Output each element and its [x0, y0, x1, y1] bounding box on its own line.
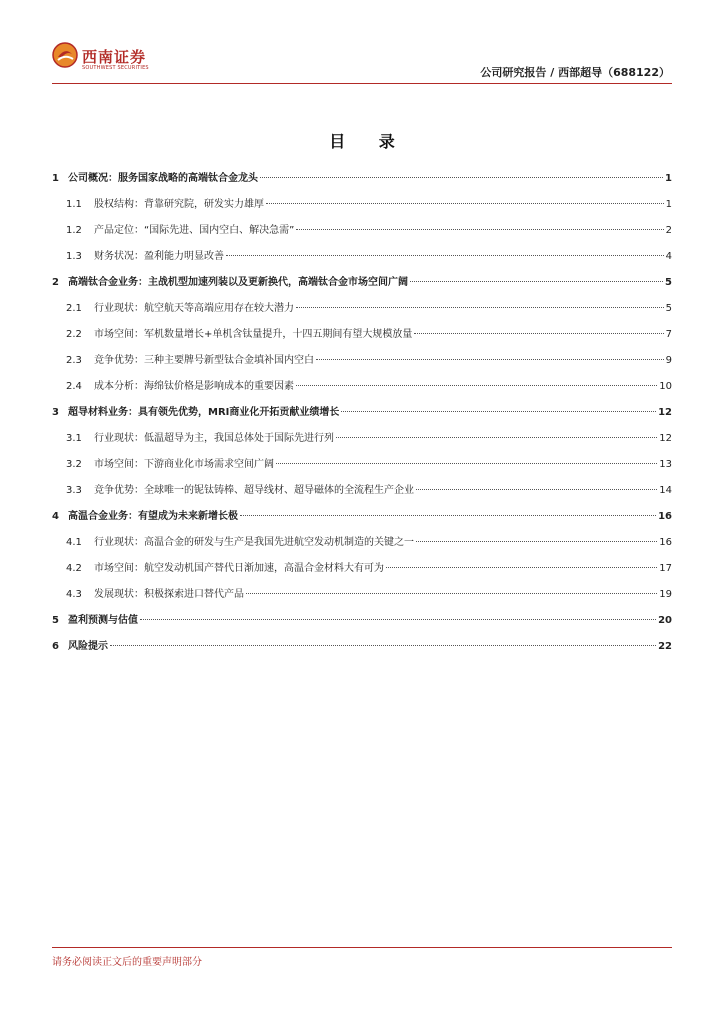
toc-entry-number: 2.3 [66, 355, 82, 366]
toc-dot-leader [416, 489, 657, 490]
toc-entry-number: 1.2 [66, 225, 82, 236]
toc-entry-number: 1.1 [66, 199, 82, 210]
toc-entry-page: 12 [659, 433, 672, 444]
toc-entry-title: 风险提示 [68, 641, 108, 652]
report-info: 公司研究报告 / 西部超导（688122） [480, 66, 670, 79]
logo-english-name: SOUTHWEST SECURITIES [82, 65, 149, 71]
toc-entry-title: 公司概况：服务国家战略的高端钛合金龙头 [68, 173, 258, 184]
toc-entry-page: 5 [665, 303, 672, 314]
toc-entry-page: 16 [659, 537, 672, 548]
toc-entry-title: 市场空间：航空发动机国产替代日渐加速，高温合金材料大有可为 [94, 563, 384, 574]
toc-entry-page: 2 [665, 225, 672, 236]
toc-section-entry[interactable] [52, 270, 672, 296]
toc-entry-page: 19 [659, 589, 672, 600]
toc-dot-leader [296, 229, 663, 230]
toc-entry-page: 5 [665, 277, 672, 288]
toc-entry-number: 2.4 [66, 381, 82, 392]
toc-entry-number: 4.1 [66, 537, 82, 548]
toc-subsection-entry[interactable] [52, 322, 672, 348]
toc-dot-leader [226, 255, 664, 256]
toc-entry-page: 22 [658, 641, 672, 652]
toc-entry-page: 7 [665, 329, 672, 340]
toc-subsection-entry[interactable] [52, 192, 672, 218]
toc-entry-number: 2.1 [66, 303, 82, 314]
toc-entry-page: 1 [665, 199, 672, 210]
toc-entry-title: 市场空间：下游商业化市场需求空间广阔 [94, 459, 274, 470]
toc-subsection-entry[interactable] [52, 452, 672, 478]
toc-entry-title: 股权结构：背靠研究院，研发实力雄厚 [94, 199, 264, 210]
toc-dot-leader [410, 281, 663, 282]
toc-entry-number: 3.1 [66, 433, 82, 444]
toc-section-entry[interactable] [52, 400, 672, 426]
toc-subsection-entry[interactable] [52, 374, 672, 400]
toc-entry-number: 2 [52, 277, 59, 288]
toc-entry-page: 20 [658, 615, 672, 626]
toc-dot-leader [246, 593, 657, 594]
toc-entry-page: 9 [665, 355, 672, 366]
toc-entry-title: 行业现状：航空航天等高端应用存在较大潜力 [94, 303, 294, 314]
toc-entry-page: 1 [665, 173, 672, 184]
toc-entry-title: 高温合金业务：有望成为未来新增长极 [68, 511, 238, 522]
toc-entry-title: 发展现状：积极探索进口替代产品 [94, 589, 244, 600]
toc-subsection-entry[interactable] [52, 582, 672, 608]
table-of-contents [52, 166, 672, 660]
toc-entry-number: 4 [52, 511, 59, 522]
toc-entry-title: 行业现状：低温超导为主，我国总体处于国际先进行列 [94, 433, 334, 444]
toc-entry-title: 竞争优势：全球唯一的铌钛铸棒、超导线材、超导磁体的全流程生产企业 [94, 485, 414, 496]
logo-mark-icon [52, 42, 78, 68]
toc-section-entry[interactable] [52, 634, 672, 660]
toc-subsection-entry[interactable] [52, 530, 672, 556]
toc-entry-number: 1 [52, 173, 59, 184]
toc-entry-page: 4 [665, 251, 672, 262]
toc-entry-page: 16 [658, 511, 672, 522]
toc-subsection-entry[interactable] [52, 348, 672, 374]
toc-entry-number: 4.3 [66, 589, 82, 600]
toc-subsection-entry[interactable] [52, 478, 672, 504]
toc-title: 目 录 [329, 132, 409, 151]
toc-entry-page: 13 [659, 459, 672, 470]
toc-section-entry[interactable] [52, 166, 672, 192]
toc-subsection-entry[interactable] [52, 218, 672, 244]
toc-entry-title: 盈利预测与估值 [68, 615, 138, 626]
toc-entry-title: 竞争优势：三种主要牌号新型钛合金填补国内空白 [94, 355, 314, 366]
toc-entry-number: 3.2 [66, 459, 82, 470]
toc-entry-number: 3 [52, 407, 59, 418]
toc-entry-number: 6 [52, 641, 59, 652]
toc-entry-title: 产品定位：“国际先进、国内空白、解决急需” [94, 225, 295, 236]
toc-entry-title: 成本分析：海绵钛价格是影响成本的重要因素 [94, 381, 294, 392]
logo-chinese-name: 西南证券 [82, 48, 147, 66]
toc-subsection-entry[interactable] [52, 244, 672, 270]
toc-dot-leader [386, 567, 657, 568]
toc-dot-leader [316, 359, 664, 360]
toc-section-entry[interactable] [52, 504, 672, 530]
toc-entry-number: 5 [52, 615, 59, 626]
toc-dot-leader [260, 177, 663, 178]
toc-dot-leader [140, 619, 656, 620]
toc-entry-number: 3.3 [66, 485, 82, 496]
toc-dot-leader [276, 463, 657, 464]
toc-dot-leader [296, 307, 664, 308]
toc-entry-title: 财务状况：盈利能力明显改善 [94, 251, 224, 262]
toc-entry-title: 行业现状：高温合金的研发与生产是我国先进航空发动机制造的关键之一 [94, 537, 414, 548]
toc-dot-leader [341, 411, 656, 412]
header-divider [52, 83, 672, 84]
footer-disclaimer: 请务必阅读正文后的重要声明部分 [52, 957, 202, 968]
toc-dot-leader [414, 333, 663, 334]
toc-entry-page: 14 [659, 485, 672, 496]
toc-entry-number: 1.3 [66, 251, 82, 262]
toc-entry-title: 超导材料业务：具有领先优势，MRI商业化开拓贡献业绩增长 [68, 407, 340, 418]
toc-entry-number: 2.2 [66, 329, 82, 340]
toc-dot-leader [296, 385, 657, 386]
toc-dot-leader [266, 203, 664, 204]
page-header [0, 0, 724, 90]
toc-dot-leader [110, 645, 656, 646]
toc-subsection-entry[interactable] [52, 426, 672, 452]
toc-entry-title: 市场空间：军机数量增长+单机含钛量提升，十四五期间有望大规模放量 [94, 329, 413, 340]
toc-entry-page: 10 [659, 381, 672, 392]
company-logo [52, 42, 172, 78]
footer-divider [52, 947, 672, 948]
toc-entry-title: 高端钛合金业务：主战机型加速列装以及更新换代，高端钛合金市场空间广阔 [68, 277, 408, 288]
toc-dot-leader [336, 437, 657, 438]
toc-dot-leader [416, 541, 657, 542]
toc-entry-page: 17 [659, 563, 672, 574]
toc-section-entry[interactable] [52, 608, 672, 634]
toc-subsection-entry[interactable] [52, 296, 672, 322]
toc-entry-number: 4.2 [66, 563, 82, 574]
toc-entry-page: 12 [658, 407, 672, 418]
toc-subsection-entry[interactable] [52, 556, 672, 582]
toc-dot-leader [240, 515, 656, 516]
